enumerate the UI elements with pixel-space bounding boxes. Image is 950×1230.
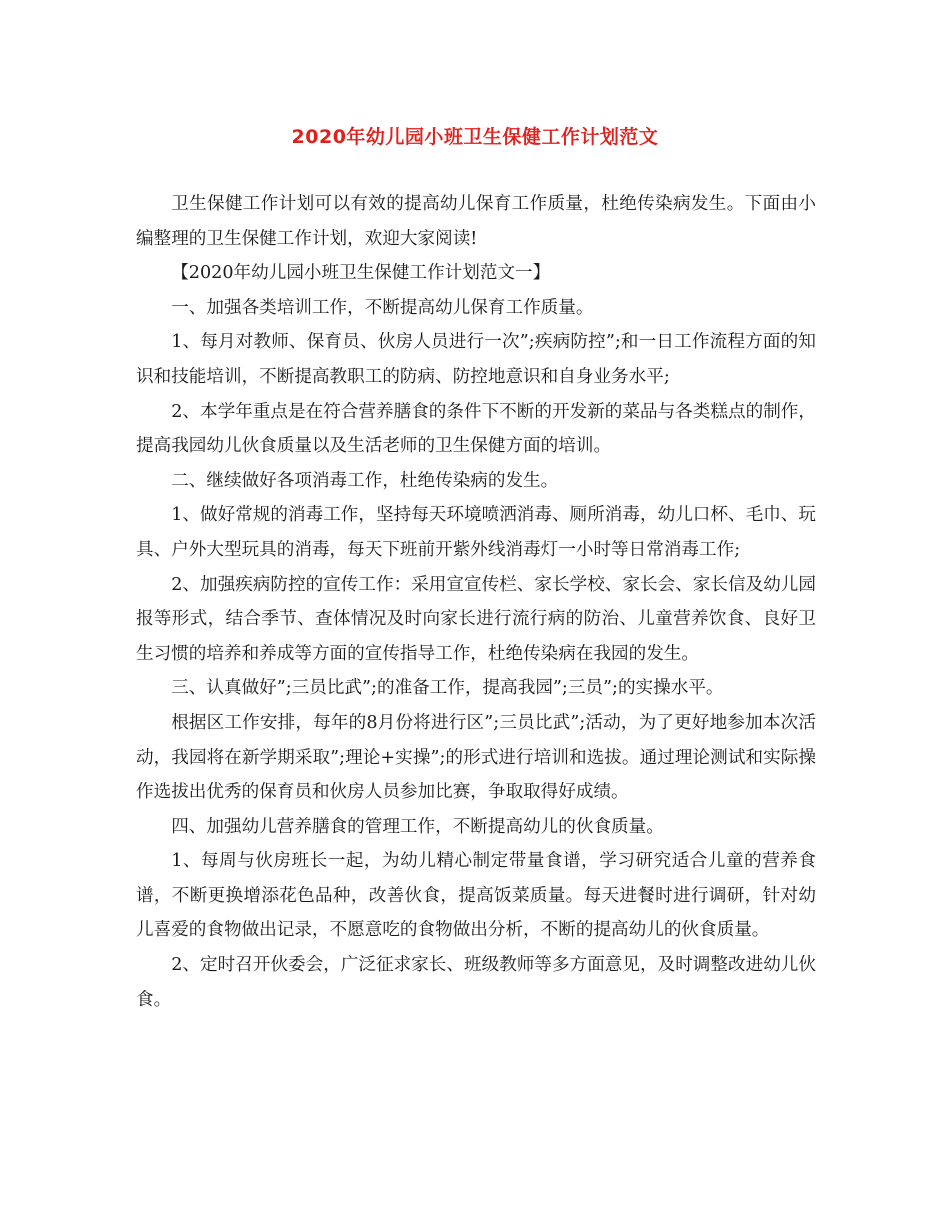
paragraph: 1、做好常规的消毒工作，坚持每天环境喷洒消毒、厕所消毒，幼儿口杯、毛巾、玩具、户外大型玩具的消毒，每天下班前开紫外线消毒灯一小时等日常消毒工作; xyxy=(136,505,816,560)
paragraph: 2、定时召开伙委会，广泛征求家长、班级教师等多方面意见，及时调整改进幼儿伙食。 xyxy=(136,955,816,1010)
document-title: 2020年幼儿园小班卫生保健工作计划范文 xyxy=(291,126,659,148)
paragraph: 2、本学年重点是在符合营养膳食的条件下不断的开发新的菜品与各类糕点的制作，提高我园幼儿伙食质量以及生活老师的卫生保健方面的培训。 xyxy=(136,401,816,457)
paragraph: 1、每周与伙房班长一起，为幼儿精心制定带量食谱，学习研究适合儿童的营养食谱，不断更换增添花色品种，改善伙食，提高饭菜质量。每天进餐时进行调研，针对幼儿喜爱的食物做出记录，不愿意吃的食物做出分析，不断的提高幼儿的伙食质量。 xyxy=(136,851,816,941)
paragraph: 二、继续做好各项消毒工作，杜绝传染病的发生。 xyxy=(171,470,559,491)
document-body xyxy=(136,187,816,1017)
paragraph: 1、每月对教师、保育员、伙房人员进行一次”;疾病防控”;和一日工作流程方面的知识和技能培训，不断提高教职工的防病、防控地意识和自身业务水平; xyxy=(136,332,816,387)
intro-paragraph: 卫生保健工作计划可以有效的提高幼儿保育工作质量，杜绝传染病发生。下面由小编整理的卫生保健工作计划，欢迎大家阅读! xyxy=(136,194,816,249)
paragraph: 一、加强各类培训工作，不断提高幼儿保育工作质量。 xyxy=(171,297,594,318)
paragraph: 根据区工作安排，每年的8月份将进行区”;三员比武”;活动，为了更好地参加本次活动，我园将在新学期采取”;理论+实操”;的形式进行培训和选拔。通过理论测试和实际操作选拔出优秀的保育员和伙房人员参加比赛，争取取得好成绩。 xyxy=(136,712,816,803)
section-heading: 【2020年幼儿园小班卫生保健工作计划范文一】 xyxy=(171,263,551,284)
paragraph: 2、加强疾病防控的宣传工作：采用宣宣传栏、家长学校、家长会、家长信及幼儿园报等形式，结合季节、查体情况及时向家长进行流行病的防治、儿童营养饮食、良好卫生习惯的培养和养成等方面的宣传指导工作，杜绝传染病在我园的发生。 xyxy=(136,574,816,664)
paragraph: 四、加强幼儿营养膳食的管理工作，不断提高幼儿的伙食质量。 xyxy=(171,816,664,837)
paragraph: 三、认真做好”;三员比武”;的准备工作，提高我园”;三员”;的实操水平。 xyxy=(171,678,724,699)
